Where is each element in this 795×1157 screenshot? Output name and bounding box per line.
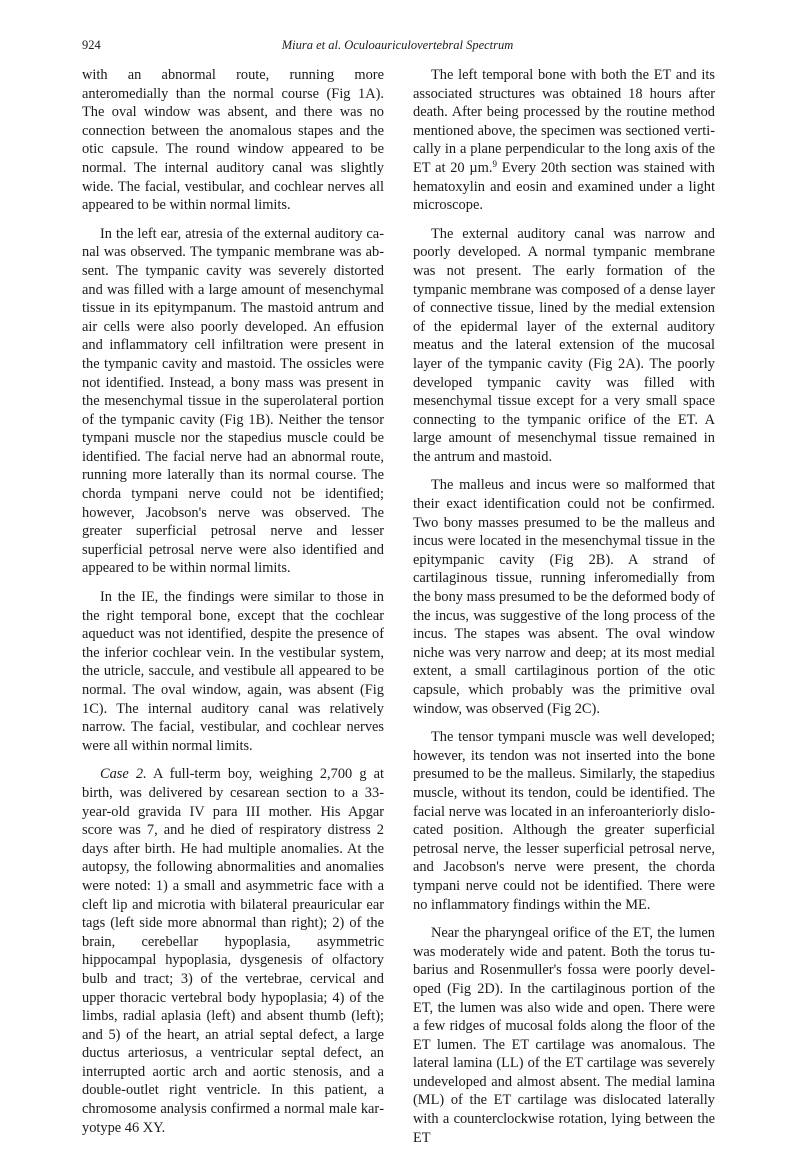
page-header	[0, 38, 795, 58]
case-paragraph	[82, 765, 384, 1137]
paragraph	[413, 66, 715, 215]
paragraph: In the IE, the findings were similar to those in the right temporal bone, except that the cochlear aqueduct was not identified, despite the presence of the inferior cochlear vein. In the vestibular system, the utricle, saccule, and vestibule all appeared to be normal. The oval window, again, was absent (Fig 1C). The internal auditory canal was relatively narrow. The facial, vestibular, and cochlear nerves were all within normal limits.	[82, 589, 384, 754]
page-number: 924	[82, 38, 101, 52]
paragraph: Near the pharyngeal orifice of the ET, the lumen was moderately wide and patent. Both the torus tubarius and Rosenmuller's fossa were poorly developed (Fig 2D). In the cartilaginous portion of the ET, the lumen was also wide and open. There were a few ridges of mucosal folds along the floor of the ET lumen. The ET cartilage was anomalous. The lateral lamina (LL) of the ET cartilage was severely undeveloped and almost absent. The medial lamina (ML) of the ET cartilage was dislocated laterally with a counterclockwise rotation, lying between the ET	[413, 925, 715, 1146]
running-head: Miura et al. Oculoauriculovertebral Spectrum	[281, 38, 514, 52]
paragraph: with an abnormal route, running more anteromedially than the normal course (Fig 1A). The oval window was absent, and there was no connection between the anomalous stapes and the otic capsule. The round window appeared to be normal. The internal auditory canal was slightly wide. The facial, vestibular, and cochlear nerves all appeared to be within normal limits.	[82, 67, 384, 214]
paragraph: The tensor tympani muscle was well developed; however, its tendon was not inserted into the bone presumed to be the malleus. Similarly, the stapedius muscle, without its tendon, could be identified. The facial nerve was located in an inferoanteriorly dislocated position. Although the greater superficial petrosal nerve, the lesser superficial petrosal nerve, and Jacobson's nerve were present, the chorda tympani nerve could not be identified. There were no inflammatory findings within the ME.	[413, 729, 715, 913]
paragraph: The external auditory canal was narrow and poorly developed. A normal tympanic membrane was not present. The early formation of the tympanic membrane was composed of a dense layer of connective tissue, lined by the medial extension of the epidermal layer of the external auditory meatus and the lateral extension of the mucosal layer of the tympanic cavity (Fig 2A). The poorly developed tympanic cavity was filled with mesenchymal tissue except for a very small space connecting to the tympanic orifice of the ET. A large amount of mesenchymal tissue remained in the antrum and mastoid.	[413, 225, 715, 465]
paragraph-text: The left temporal bone with both the ET and its associated structures was obtained 18 hours after death. After being processed by the routine method mentioned above, the specimen was sectioned vertically in a plane perpendicular to the long axis of the ET at 20 µm.	[413, 67, 715, 176]
citation-superscript: 9	[492, 158, 497, 169]
case-label: Case 2.	[100, 766, 147, 783]
paragraph: The malleus and incus were so malformed that their exact identification could not be confirmed. Two bony masses presumed to be the malleus and incus were located in the mesenchymal tissue in the epitympanic cavity (Fig 2B). A strand of cartilaginous tissue, running inferomedially from the bony mass presumed to be the deformed body of the incus, was suggestive of the long process of the incus. The stapes was absent. The oval window niche was very narrow and deep; at its most medial extent, a small cartilaginous portion of the otic capsule, which probably was the primitive oval window, was observed (Fig 2C).	[413, 477, 715, 717]
paragraph-text: Every 20th section was stained with hematoxylin and eosin and examined under a light microscope.	[413, 159, 715, 214]
paragraph: In the left ear, atresia of the external auditory canal was observed. The tympanic membrane was absent. The tympanic cavity was severely distorted and was filled with a large amount of mesenchymal tissue in its epitympanum. The mastoid antrum and air cells were also poorly developed. An effusion and inflammatory cell infiltration were present in the tympanic cavity and mastoid. The ossicles were not identified. Instead, a bony mass was present in the mesenchymal tissue in the superolateral portion of the tympanic cavity (Fig 1B). Neither the tensor tympani muscle nor the stapedius muscle could be identified. The facial nerve had an abnormal route, running more laterally than its normal course. The chorda tympani nerve could not be identified; however, Jacobson's nerve was observed. The greater superficial petrosal nerve and lesser superficial petrosal nerve were also identified and appeared to be within normal limits.	[82, 225, 384, 577]
right-column	[413, 66, 715, 1157]
case-text: A full-term boy, weighing 2,700 g at birth, was delivered by cesarean section to a 33-year-old gravida IV para III mother. His Apgar score was 7, and he died of respiratory distress 2 days after birth. He had multiple anomalies. At the autopsy, the following abnormalities and anomalies were noted: 1) a small and asymmetric face with a cleft lip and microtia with bilateral preauricular ear tags (left side more abnormal than right); 2) of the brain, cerebellar hypoplasia, asymmetric hippocampal hypoplasia, dysgenesis of olfactory bulb and tract; 3) of the vertebrae, cervical and upper thoracic vertebral body hypoplasia; 4) of the limbs, radial aplasia (left) and absent thumb (left); and 5) of the heart, an atrial septal defect, a large ductus arteriosus, a ventricular septal defect, an interrupted aortic arch and aortic stenosis, and a double-outlet right ventricle. In this patient, a chromosome analysis confirmed a normal male karyotype 46 XY.	[82, 766, 384, 1136]
left-column	[82, 66, 384, 1147]
